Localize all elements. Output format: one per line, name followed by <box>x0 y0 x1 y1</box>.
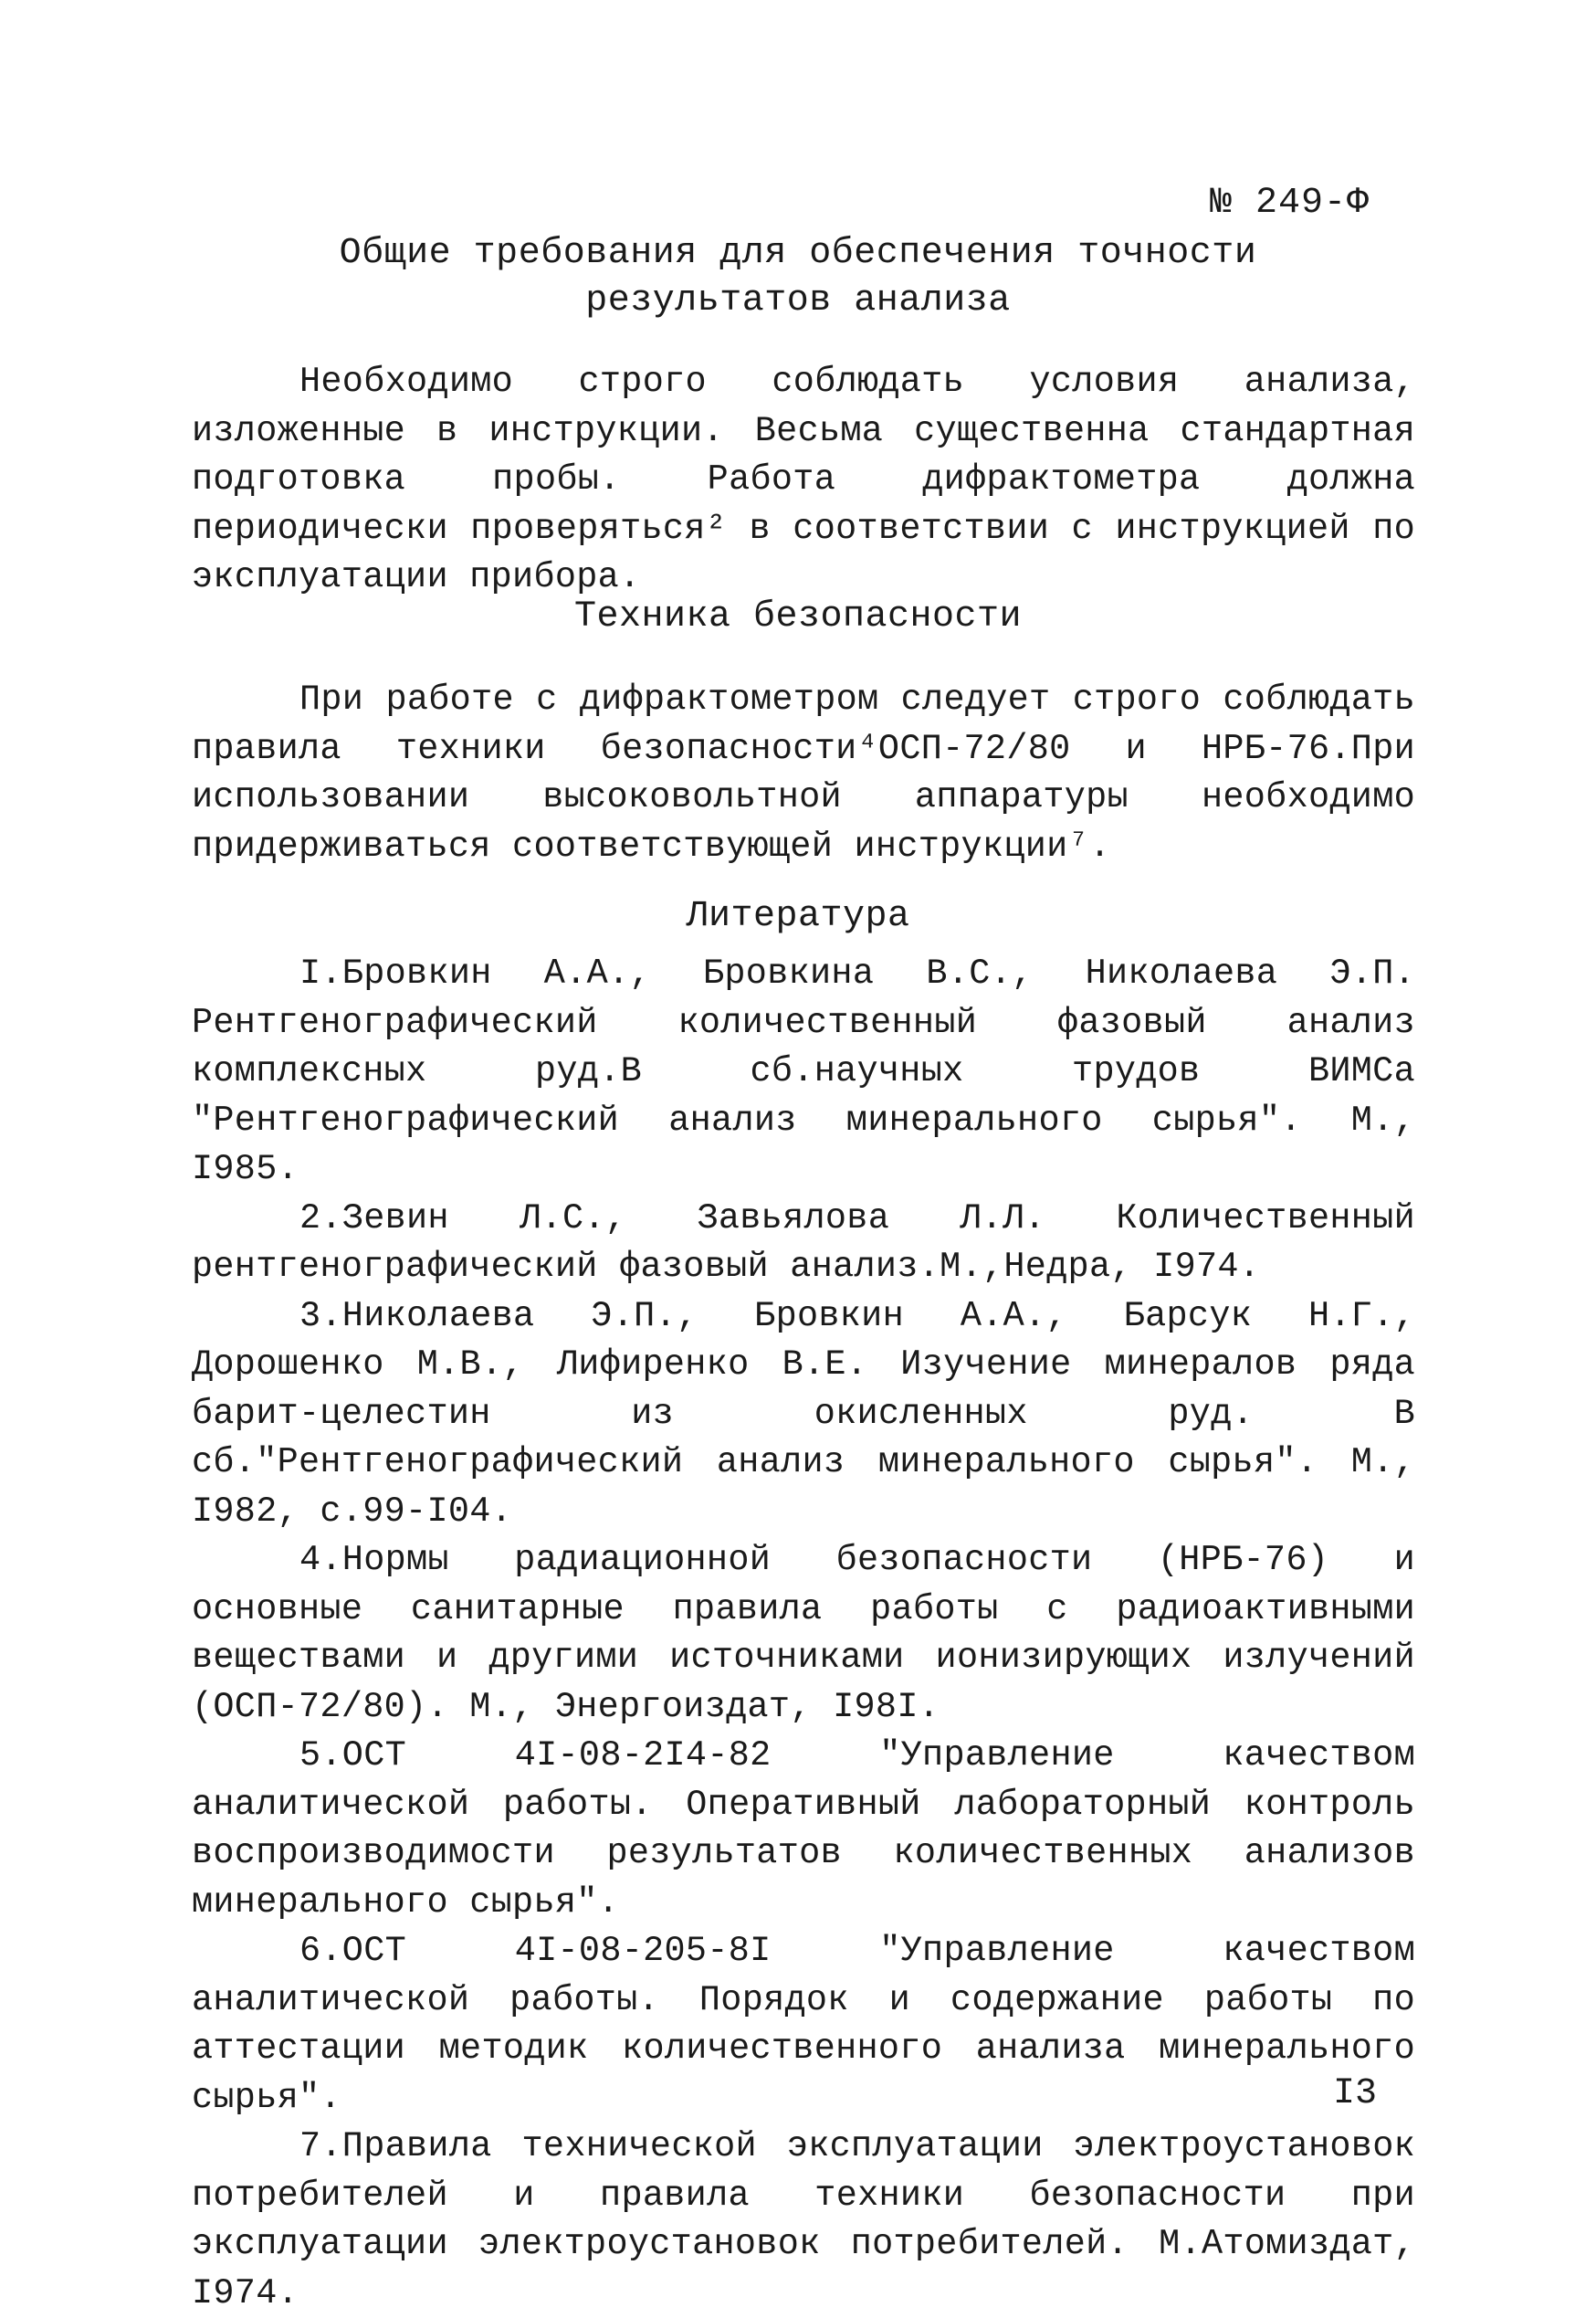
reference-item: 7.Правила технической эксплуатации электроустановок потребителей и правила техники безопасности при эксплуатации электроустановок потребителей. М.Атомиздат, I974. <box>192 2126 1415 2313</box>
reference-item: 5.ОСТ 4I-08-2I4-82 "Управление качеством аналитической работы. Оперативный лабораторный контроль воспроизводимости результатов количественных анализов минерального сырья". <box>192 1735 1415 1923</box>
literature-section-heading: Литература <box>686 896 910 937</box>
reference-item: I.Бровкин А.А., Бровкина В.С., Николаева Э.П. Рентгенографический количественный фазовый анализ комплексных руд.В сб.научных трудов ВИМСа "Рентгенографический анализ минерального сырья". М., I985. <box>192 954 1415 1189</box>
reference-item: 6.ОСТ 4I-08-205-8I "Управление качеством аналитической работы. Порядок и содержание работы по аттестации методик количественного анализа минерального сырья". <box>192 1931 1415 2118</box>
title-line-1: Общие требования для обеспечения точности <box>339 233 1257 274</box>
reference-item: 2.Зевин Л.С., Завьялова Л.Л. Количественный рентгенографический фазовый анализ.М.,Недра, I974. <box>192 1197 1415 1287</box>
document-number: № 249-Ф <box>1209 183 1370 224</box>
document-title <box>0 230 1596 325</box>
page-number: I3 <box>1332 2073 1377 2114</box>
reference-item: 4.Нормы радиационной безопасности (НРБ-76) и основные санитарные правила работы с радиоактивными веществами и другими источниками ионизирующих излучений (ОСП-72/80). М., Энергоиздат, I98I. <box>192 1540 1415 1727</box>
safety-paragraph: При работе с дифрактометром следует строго соблюдать правила техники безопасности⁴ОСП-72/80 и НРБ-76.При использовании высоковольтной аппаратуры необходимо придерживаться соответствующей инструкции⁷. <box>192 680 1415 867</box>
safety-section-heading: Техника безопасности <box>573 596 1023 637</box>
reference-item: 3.Николаева Э.П., Бровкин А.А., Барсук Н.Г., Дорошенко М.В., Лифиренко В.Е. Изучение минералов ряда барит-целестин из окисленных руд. В сб."Рентгенографический анализ минерального сырья". М., I982, с.99-I04. <box>192 1295 1415 1532</box>
title-line-2: результатов анализа <box>585 280 1011 321</box>
accuracy-requirements-paragraph: Необходимо строго соблюдать условия анализа, изложенные в инструкции. Весьма существенна стандартная подготовка пробы. Работа дифрактометра должна периодически проверяться² в соответствии с инструкцией по эксплуатации прибора. <box>192 362 1415 597</box>
references-list <box>192 950 1415 2318</box>
